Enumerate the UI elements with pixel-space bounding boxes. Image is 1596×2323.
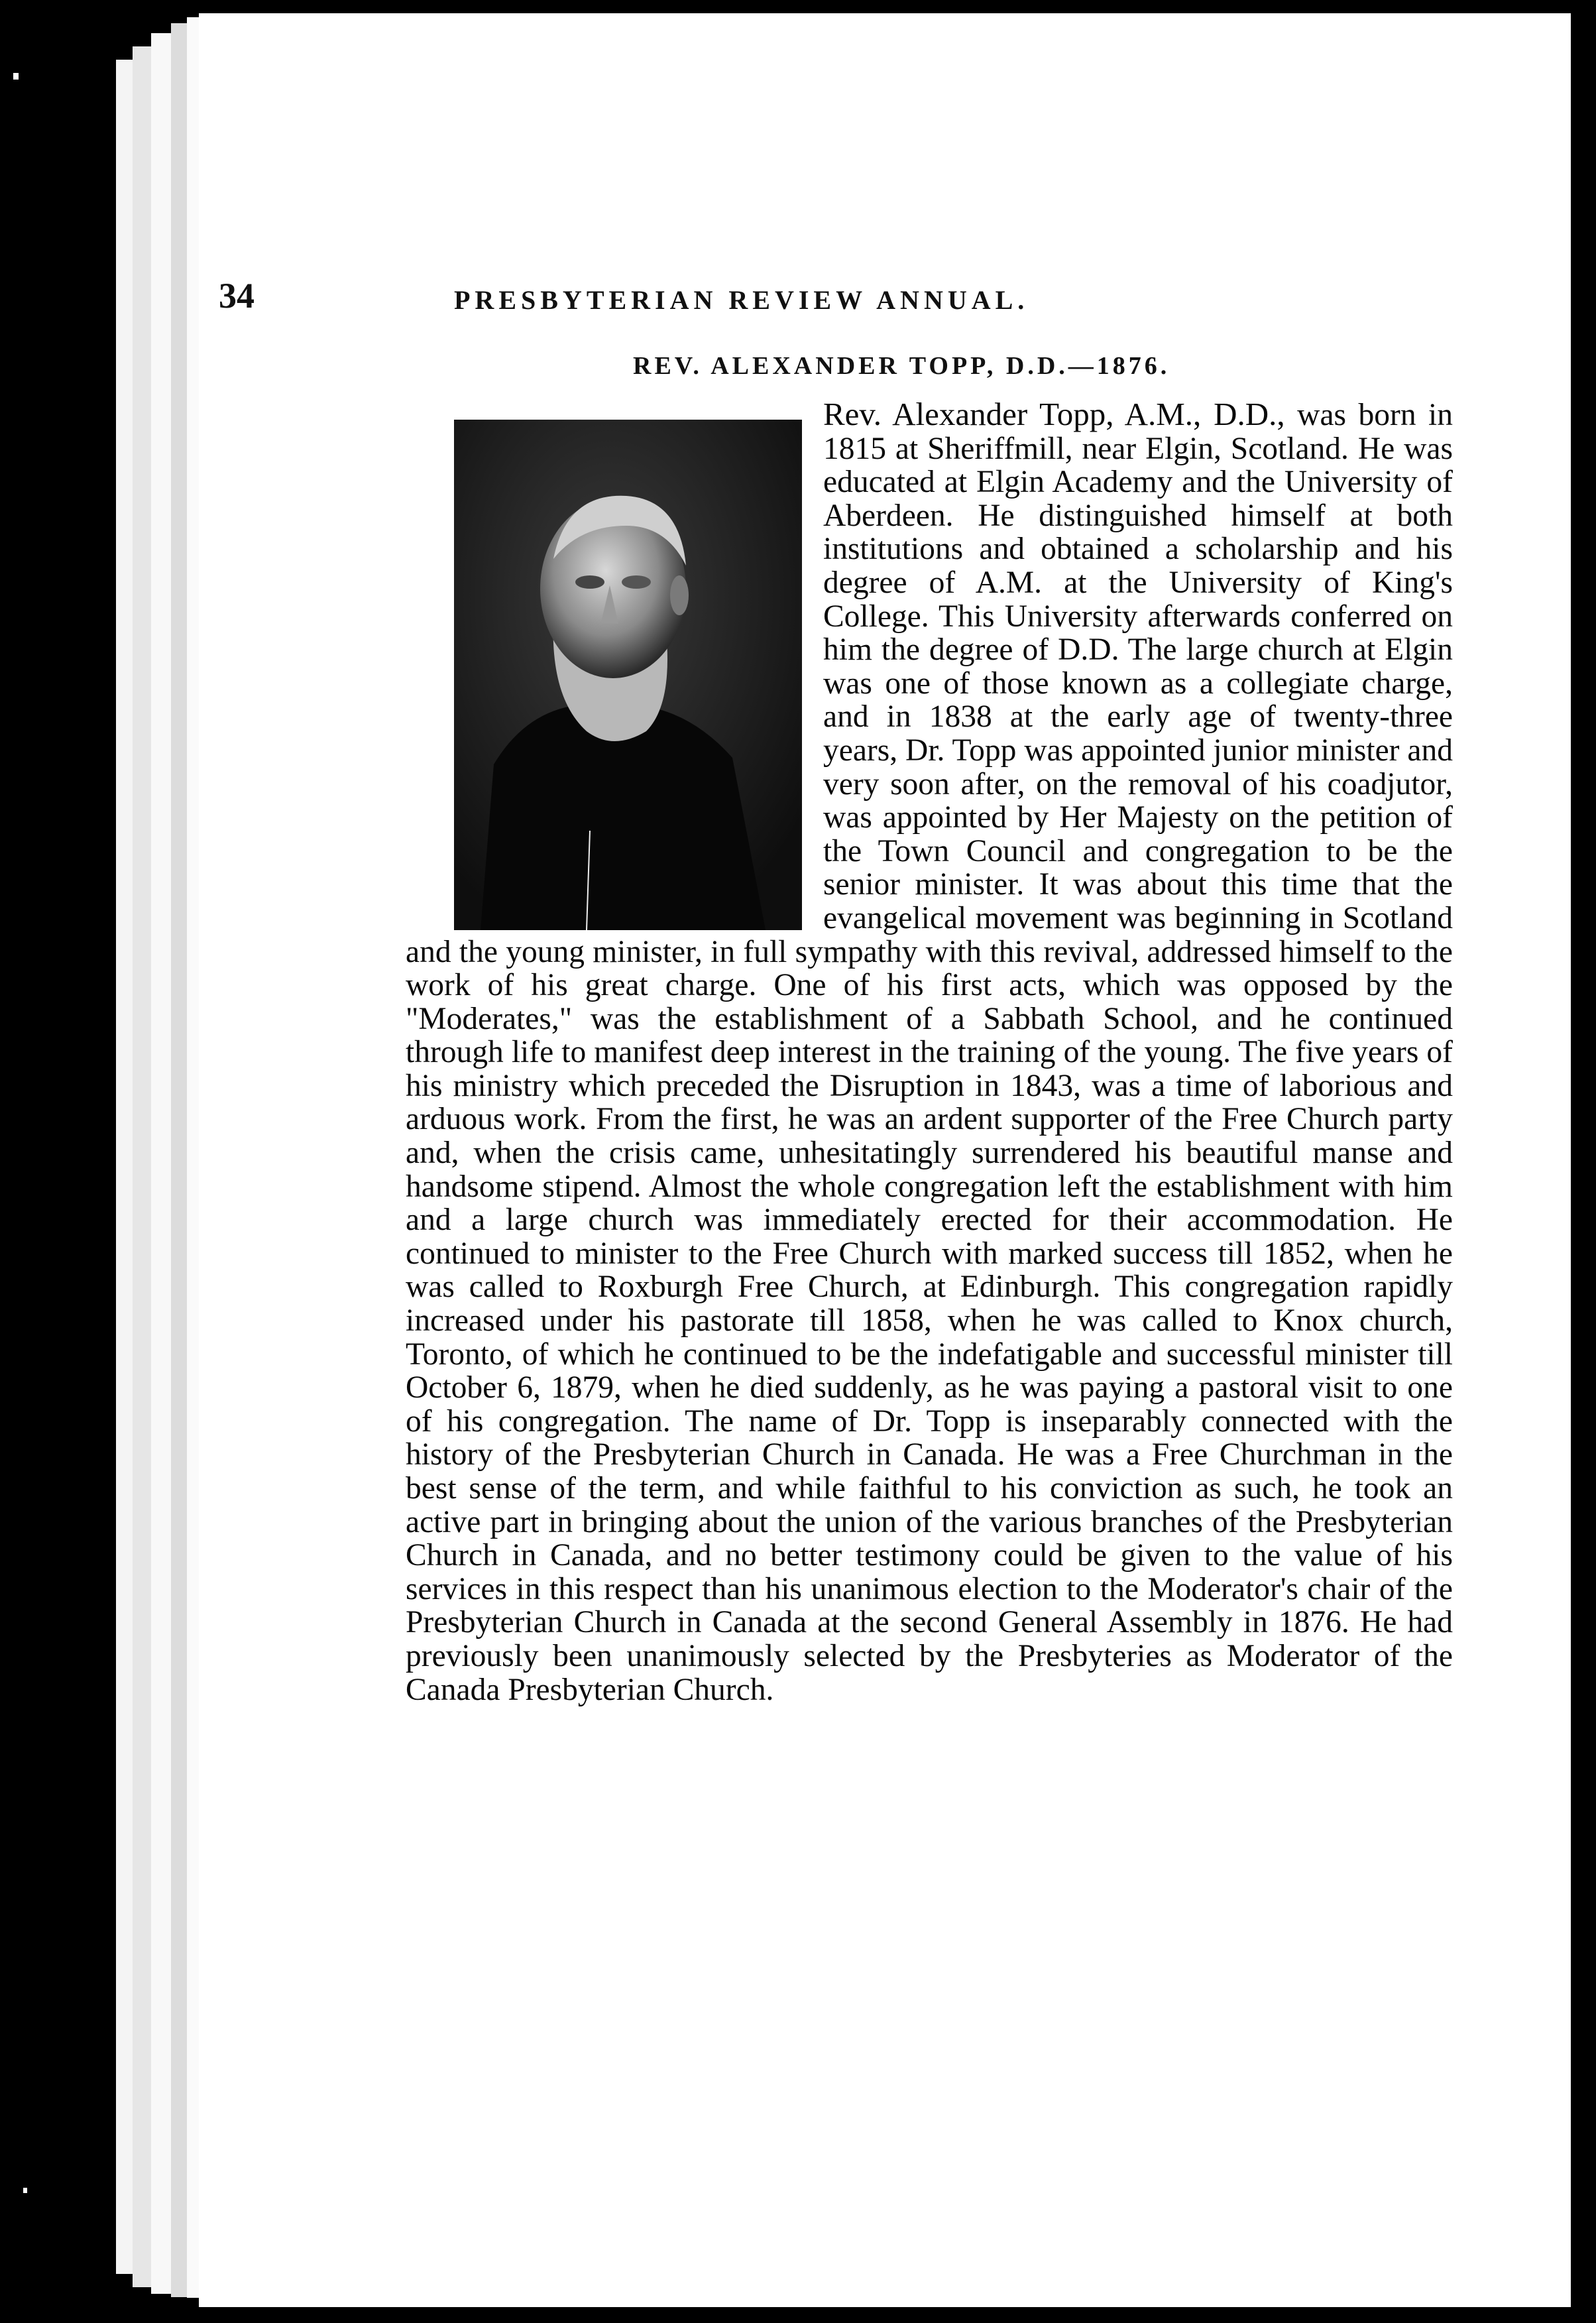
article-heading: REV. ALEXANDER TOPP, D.D.—1876. — [633, 352, 1170, 380]
article-text: was born in 1815 at Sheriffmill, near Elgin, Scotland. He was educated at Elgin Academy and the University of Aberdeen. He distinguished himself at both institutions and obtained a scholarship and his degree of A.M. at the University of King's College. This University afterwards conferred on him the degree of D.D. The large church at Elgin was one of those known as a collegiate charge, and in 1838 at the early age of twenty-three years, Dr. Topp was appointed junior minister and very soon after, on the removal of his coadjutor, was appointed by Her Majesty on the petition of the Town Council and congregation to be the senior minister. It was about this time that the evangelical movement was beginning in Scotland and the young minister, in full sympathy with this revival, addressed himself to the work of his great charge. One of his first acts, which was opposed by the "Moderates," was the establishment of a Sabbath School, and he continued through life to manifest deep interest in the training of the young. The five years of his ministry which preceded the Disruption in 1843, was a time of laborious and arduous work. From the first, he was an ardent supporter of the Free Church party and, when the crisis came, unhesitatingly surrendered his beautiful manse and handsome stipend. Almost the whole congregation left the establishment with him and a large church was immediately erected for their accommodation. He continued to minister to the Free Church with marked success till 1852, when he was called to Roxburgh Free Church, at Edinburgh. This congregation rapidly increased under his pastorate till 1858, when he was called to Knox church, Toronto, of which he continued to be the indefatigable and successful minister till October 6, 1879, when he died suddenly, as he was paying a pastoral visit to one of his congregation. The name of Dr. Topp is inseparably connected with the history of the Presbyterian Church in Canada. He was a Free Churchman in the best sense of the term, and while faithful to his conviction as such, he took an active part in bringing about the union of the various branches of the Presbyterian Church in Canada, and no better testimony could be given to the value of his services in this respect than his unanimous election to the Moderator's chair of the Presbyterian Church in Canada at the second General Assembly in 1876. He had previously been unanimously selected by the Presbyteries as Moderator of the Canada Presbyterian Church. — [406, 398, 1453, 1707]
page-number: 34 — [219, 276, 255, 316]
page-header — [219, 275, 1226, 315]
article-lead-in: Rev. Alexander Topp, A.M., D.D., — [823, 396, 1285, 432]
portrait-photo-icon — [454, 420, 802, 930]
running-head: PRESBYTERIAN REVIEW ANNUAL. — [454, 285, 1029, 315]
